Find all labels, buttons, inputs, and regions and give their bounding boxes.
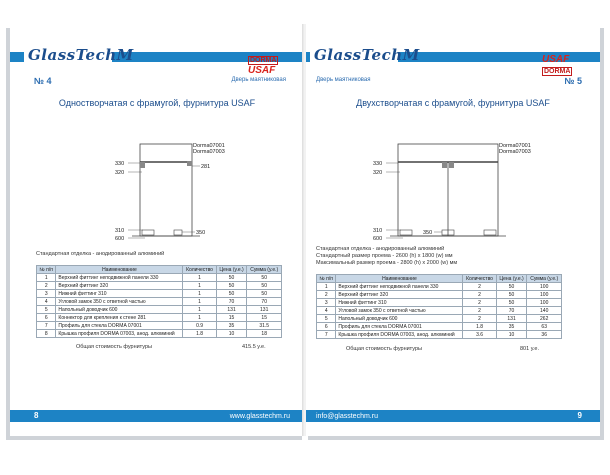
cell-qty: 2 xyxy=(463,315,496,323)
max-size-note: Максимальный размер проема - 2800 (h) х 2000 (w) мм xyxy=(316,260,458,266)
cell-sum: 131 xyxy=(247,306,282,314)
door-frame xyxy=(140,144,192,236)
usaf-logo: USAF xyxy=(248,65,276,76)
cell-price: 50 xyxy=(496,299,527,307)
cell-sum: 140 xyxy=(527,307,562,315)
cell-price: 50 xyxy=(496,283,527,291)
cell-sum: 31.5 xyxy=(247,322,282,330)
cell-qty: 1 xyxy=(183,298,216,306)
cell-num: 3 xyxy=(317,299,336,307)
col-qty: Количество xyxy=(463,275,496,283)
table-row xyxy=(317,291,562,299)
table-row xyxy=(37,282,282,290)
fitting-310-a xyxy=(400,230,412,235)
page-number: 9 xyxy=(577,411,582,420)
cell-name: Угловой замок 350 с ответной частью xyxy=(336,307,463,315)
col-num: № п/п xyxy=(317,275,336,283)
table-row xyxy=(317,299,562,307)
cell-price: 10 xyxy=(216,330,247,338)
cell-qty: 1 xyxy=(183,306,216,314)
cell-name: Напольный доводчик 600 xyxy=(56,306,183,314)
cell-price: 50 xyxy=(216,282,247,290)
total-label: Общая стоимость фурнитуры xyxy=(76,344,152,350)
cell-qty: 1 xyxy=(183,290,216,298)
label-320: 320 xyxy=(115,170,125,176)
label-dorma07003: Dorma07003 xyxy=(193,149,225,155)
label-330: 330 xyxy=(115,161,125,167)
usaf-logo: USAF xyxy=(542,54,570,65)
brand-logos xyxy=(248,54,304,76)
cell-sum: 50 xyxy=(247,274,282,282)
finish-note: Стандартная отделка - анодированный алюминий xyxy=(36,251,165,257)
col-sum: Сумма (у.е.) xyxy=(527,275,562,283)
cell-num: 7 xyxy=(37,322,56,330)
table-header-row xyxy=(37,266,282,274)
fitting-310-b xyxy=(484,230,496,235)
page-title: Двухстворчатая с фрамугой, фурнитура USAF xyxy=(356,98,550,108)
footer-email-link[interactable]: info@glasstechm.ru xyxy=(316,413,378,420)
cell-name: Угловой замок 350 с ответной частью xyxy=(56,298,183,306)
cell-sum: 63 xyxy=(527,323,562,331)
col-qty: Количество xyxy=(183,266,216,274)
cell-qty: 1.8 xyxy=(183,330,216,338)
label-600: 600 xyxy=(373,236,383,242)
page-number: 8 xyxy=(34,411,39,420)
fitting-330 xyxy=(140,162,145,168)
cell-num: 6 xyxy=(37,314,56,322)
table-row xyxy=(317,307,562,315)
cell-name: Крышка профиля DORMA 07003, анод. алюминий xyxy=(56,330,183,338)
table-row xyxy=(37,298,282,306)
cell-price: 35 xyxy=(216,322,247,330)
fitting-281 xyxy=(187,161,192,166)
cell-sum: 100 xyxy=(527,291,562,299)
fitting-310 xyxy=(142,230,154,235)
parts-table xyxy=(36,265,282,338)
cell-num: 3 xyxy=(37,290,56,298)
col-sum: Сумма (у.е.) xyxy=(247,266,282,274)
table-row xyxy=(317,323,562,331)
logo: GlassTechM xyxy=(28,46,134,64)
label-310: 310 xyxy=(115,228,125,234)
table-row xyxy=(37,322,282,330)
table-row xyxy=(317,331,562,339)
cell-num: 2 xyxy=(317,291,336,299)
cell-price: 50 xyxy=(216,274,247,282)
label-281: 281 xyxy=(201,164,211,170)
label-350: 350 xyxy=(423,230,433,236)
table-row xyxy=(37,274,282,282)
cell-num: 8 xyxy=(37,330,56,338)
section-number: № 4 xyxy=(34,76,52,86)
right-page xyxy=(306,24,600,436)
table-row xyxy=(317,283,562,291)
cell-num: 7 xyxy=(317,331,336,339)
cell-price: 70 xyxy=(496,307,527,315)
cell-qty: 2 xyxy=(463,299,496,307)
parts-table xyxy=(316,274,562,339)
brand-logos xyxy=(542,54,600,76)
cell-sum: 36 xyxy=(527,331,562,339)
col-num: № п/п xyxy=(37,266,56,274)
label-dorma07001: Dorma07001 xyxy=(499,143,531,149)
cell-price: 35 xyxy=(496,323,527,331)
footer-website-link[interactable]: www.glasstechm.ru xyxy=(229,413,290,420)
cell-qty: 1 xyxy=(183,274,216,282)
table-row xyxy=(37,306,282,314)
cell-name: Верхний фиттинг 320 xyxy=(336,291,463,299)
cell-sum: 100 xyxy=(527,283,562,291)
table-row xyxy=(37,330,282,338)
door-drawing xyxy=(10,136,304,246)
label-dorma07001: Dorma07001 xyxy=(193,143,225,149)
cell-num: 2 xyxy=(37,282,56,290)
table-row xyxy=(37,290,282,298)
total-label: Общая стоимость фурнитуры xyxy=(346,346,422,352)
cell-name: Верхний фиттинг неподвижной панели 330 xyxy=(336,283,463,291)
cell-price: 131 xyxy=(216,306,247,314)
logo: GlassTechM xyxy=(314,46,420,64)
standard-size-note: Стандартный размер проема - 2600 (h) х 1800 (w) мм xyxy=(316,253,453,259)
total-value: 801 у.е. xyxy=(520,346,540,352)
cell-name: Верхний фиттинг 320 xyxy=(56,282,183,290)
cell-qty: 1 xyxy=(183,282,216,290)
page-title: Одностворчатая с фрамугой, фурнитура USAF xyxy=(58,98,256,108)
fitting-330-a xyxy=(442,162,447,168)
cell-price: 15 xyxy=(216,314,247,322)
cell-sum: 262 xyxy=(527,315,562,323)
col-name: Наименование xyxy=(336,275,463,283)
cell-sum: 18 xyxy=(247,330,282,338)
cell-qty: 2 xyxy=(463,307,496,315)
door-type: Дверь маятниковая xyxy=(316,77,371,83)
cell-name: Профиль для стекла DORMA 07001 xyxy=(56,322,183,330)
table-header-row xyxy=(317,275,562,283)
col-name: Наименование xyxy=(56,266,183,274)
fitting-350 xyxy=(174,230,182,235)
cell-qty: 2 xyxy=(463,283,496,291)
table-row xyxy=(317,315,562,323)
cell-name: Нижний фиттинг 310 xyxy=(56,290,183,298)
cell-qty: 2 xyxy=(463,291,496,299)
cell-num: 5 xyxy=(37,306,56,314)
label-320: 320 xyxy=(373,170,383,176)
cell-num: 4 xyxy=(317,307,336,315)
door-type: Дверь маятниковая xyxy=(231,77,286,83)
cell-price: 10 xyxy=(496,331,527,339)
dorma-logo: DORMA xyxy=(544,68,571,75)
cell-price: 50 xyxy=(496,291,527,299)
cell-sum: 100 xyxy=(527,299,562,307)
cell-num: 6 xyxy=(317,323,336,331)
label-350: 350 xyxy=(196,230,206,236)
cell-num: 1 xyxy=(317,283,336,291)
label-dorma07003: Dorma07003 xyxy=(499,149,531,155)
spec-notes xyxy=(316,246,457,267)
door-drawing xyxy=(306,136,600,246)
cell-sum: 15 xyxy=(247,314,282,322)
col-price: Цена (у.е.) xyxy=(216,266,247,274)
cell-sum: 70 xyxy=(247,298,282,306)
label-600: 600 xyxy=(115,236,125,242)
cell-qty: 1 xyxy=(183,314,216,322)
cell-qty: 1.8 xyxy=(463,323,496,331)
cell-price: 70 xyxy=(216,298,247,306)
label-310: 310 xyxy=(373,228,383,234)
finish-note: Стандартная отделка - анодированный алюминий xyxy=(316,246,445,252)
cell-num: 5 xyxy=(317,315,336,323)
cell-num: 4 xyxy=(37,298,56,306)
total-value: 415.5 у.е. xyxy=(242,344,266,350)
cell-name: Коннектор для крепления к стене 281 xyxy=(56,314,183,322)
cell-price: 131 xyxy=(496,315,527,323)
dorma-logo: DORMA xyxy=(250,57,277,64)
section-number: № 5 xyxy=(564,76,582,86)
left-page xyxy=(10,24,304,436)
cell-sum: 50 xyxy=(247,290,282,298)
cell-name: Профиль для стекла DORMA 07001 xyxy=(336,323,463,331)
cell-sum: 50 xyxy=(247,282,282,290)
cell-name: Крышка профиля DORMA 07003, анод. алюминий xyxy=(336,331,463,339)
cell-price: 50 xyxy=(216,290,247,298)
cell-name: Напольный доводчик 600 xyxy=(336,315,463,323)
cell-qty: 3.6 xyxy=(463,331,496,339)
cell-num: 1 xyxy=(37,274,56,282)
cell-name: Верхний фиттинг неподвижной панели 330 xyxy=(56,274,183,282)
label-330: 330 xyxy=(373,161,383,167)
table-row xyxy=(37,314,282,322)
cell-name: Нижний фиттинг 310 xyxy=(336,299,463,307)
fitting-330-b xyxy=(449,162,454,168)
col-price: Цена (у.е.) xyxy=(496,275,527,283)
cell-qty: 0.9 xyxy=(183,322,216,330)
